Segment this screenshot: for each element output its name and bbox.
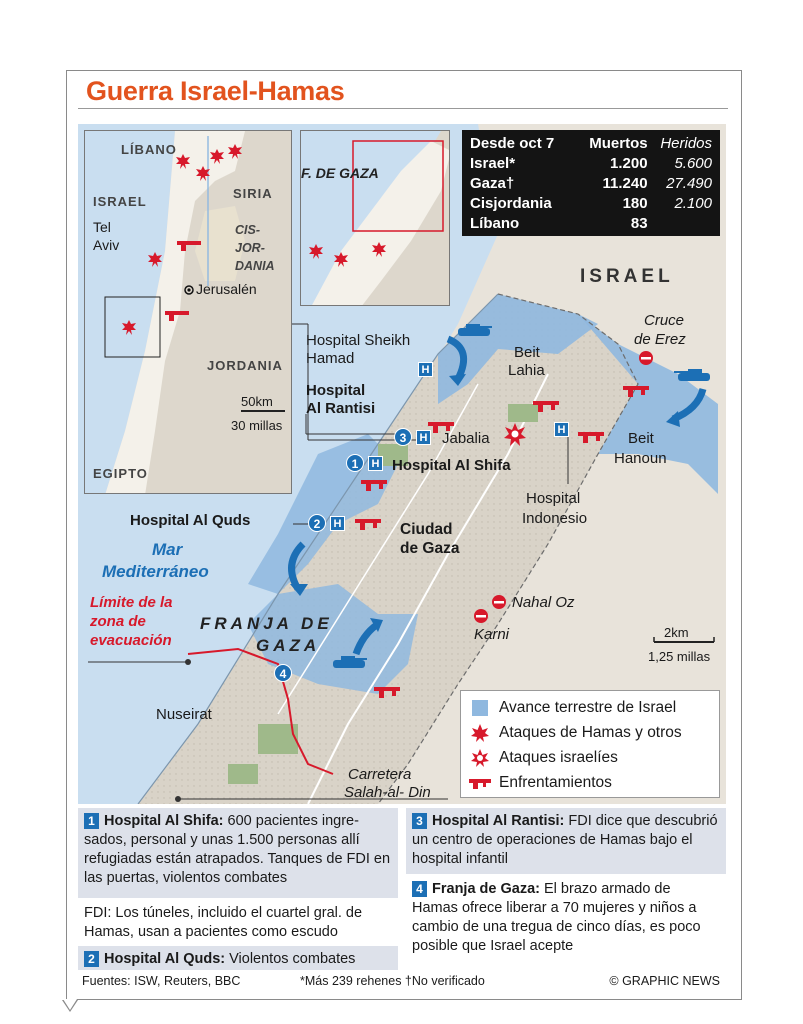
legend-item: Avance terrestre de Israel: [469, 695, 711, 720]
map-legend: [460, 690, 720, 798]
label-cruce: Cruce: [644, 312, 685, 329]
table-row: Líbano 83: [470, 215, 648, 232]
label-jabalia: Jabalia: [442, 430, 490, 447]
hospital-icon[interactable]: H: [416, 430, 431, 445]
label-jor: JOR-: [235, 241, 265, 255]
label-dania: DANIA: [235, 259, 275, 273]
label-mar: Mar: [152, 540, 183, 559]
legend-item: Ataques de Hamas y otros: [469, 720, 711, 745]
label-cis: CIS-: [235, 223, 260, 237]
crossing-erez-icon: [639, 351, 653, 365]
label-indonesio-2: Indonesio: [522, 510, 588, 527]
note-4: 4 Franja de Gaza: El brazo armado de Hamas ofrece liberar a 70 mujeres y niños a cambio de una tregua de cinco días, es poco posible que Israel acepte: [406, 876, 726, 970]
note-number: 1: [84, 813, 99, 829]
label-inset-scale-mi: 30 millas: [231, 418, 283, 433]
label-siria: SIRIA: [233, 186, 273, 201]
label-hamad: Hamad: [306, 350, 355, 367]
note-1: 1 Hospital Al Shifa: 600 pacientes ingre-sados, personal y unas 1.500 personas allí refugiadas están atrapados. Tanques de FDI en las puertas, violentos combates: [78, 808, 398, 898]
legend-item: Ataques israelíes: [469, 745, 711, 770]
label-beit-lahia-2: Lahia: [508, 362, 545, 379]
label-ciudad: Ciudad: [400, 521, 453, 538]
stats-header-injured: Heridos: [660, 135, 712, 152]
label-beit-hanoun-2: Hanoun: [614, 450, 667, 467]
label-beit-lahia-1: Beit: [514, 344, 540, 361]
table-row: Israel* 1.200 5.600: [470, 155, 712, 172]
label-quds: Hospital Al Quds: [130, 512, 251, 529]
note-number: 4: [412, 881, 427, 897]
casualties-table: [462, 130, 720, 236]
note-number: 3: [412, 813, 427, 829]
inset-region-map: [84, 130, 292, 494]
note-3: 3 Hospital Al Rantisi: FDI dice que descubrió un centro de operaciones de Hamas bajo el hospital infantil: [406, 808, 726, 874]
label-rantisi-2: Al Rantisi: [306, 400, 376, 417]
marker-4[interactable]: 4: [274, 664, 292, 682]
clash-icon: [469, 774, 491, 792]
footer-sources: Fuentes: ISW, Reuters, BBC: [82, 974, 241, 988]
table-row: Cisjordania 180 2.100: [470, 195, 712, 212]
evacuation-point: [185, 659, 191, 665]
label-limite-2: zona de: [90, 613, 146, 630]
footer-credit: © GRAPHIC NEWS: [609, 974, 720, 988]
frame-pointer: [62, 1000, 78, 1012]
label-nuseirat: Nuseirat: [156, 706, 212, 723]
label-carretera-2: Salah-al- Din: [344, 784, 431, 801]
marker-1[interactable]: 1: [346, 454, 364, 472]
footer-note: *Más 239 rehenes †No verificado: [300, 974, 485, 988]
crossing-karni-icon: [474, 609, 488, 623]
hospital-icon[interactable]: H: [330, 516, 345, 531]
label-limite-3: evacuación: [90, 632, 172, 649]
hospital-icon[interactable]: H: [418, 362, 433, 377]
label-rantisi-1: Hospital: [306, 382, 366, 399]
marker-2[interactable]: 2: [308, 514, 326, 532]
label-libano: LÍBANO: [121, 142, 177, 157]
label-tel: Tel: [93, 219, 111, 235]
hamas-attack-icon: [469, 724, 491, 742]
label-israel-inset: ISRAEL: [93, 194, 147, 209]
stats-header-dead: Muertos: [589, 135, 648, 152]
label-scale-mi: 1,25 millas: [648, 649, 711, 664]
crossing-nahal-oz-icon: [492, 595, 506, 609]
inset-gaza-map: [300, 130, 450, 306]
label-franja-2: GAZA: [256, 636, 321, 655]
advance-swatch-icon: [469, 699, 491, 717]
label-f-de-gaza: F. DE GAZA: [301, 165, 379, 181]
label-shifa: Hospital Al Shifa: [392, 457, 511, 474]
notes-panel: [78, 808, 726, 970]
label-de-gaza: de Gaza: [400, 540, 460, 557]
label-jerusalen: Jerusalén: [196, 281, 257, 297]
page-title: Guerra Israel-Hamas: [86, 76, 345, 106]
note-number: 2: [84, 951, 99, 967]
green-area: [228, 764, 258, 784]
label-franja-1: FRANJA DE: [200, 614, 333, 633]
hospital-icon[interactable]: H: [368, 456, 383, 471]
hospital-icon[interactable]: H: [554, 422, 569, 437]
label-sheikh: Hospital Sheikh: [306, 332, 411, 349]
label-indonesio-1: Hospital: [526, 490, 581, 507]
note-2: 2 Hospital Al Quds: Violentos combates: [78, 946, 398, 970]
label-mediterraneo: Mediterráneo: [102, 562, 209, 581]
label-carretera-1: Carretera: [348, 766, 412, 783]
label-israel: ISRAEL: [580, 266, 674, 287]
label-jordania: JORDANIA: [207, 358, 283, 373]
label-limite-1: Límite de la: [90, 594, 173, 611]
label-karni: Karni: [474, 626, 510, 643]
label-inset-scale-km: 50km: [241, 394, 273, 409]
table-row: Gaza† 11.240 27.490: [470, 175, 712, 192]
label-aviv: Aviv: [93, 237, 120, 253]
label-scale-km: 2km: [664, 625, 689, 640]
label-beit-hanoun-1: Beit: [628, 430, 654, 447]
legend-item: Enfrentamientos: [469, 770, 711, 795]
road-point: [175, 796, 181, 802]
marker-3[interactable]: 3: [394, 428, 412, 446]
israeli-attack-icon: [469, 749, 491, 767]
note-fdi: FDI: Los túneles, incluido el cuartel gral. de Hamas, usan a pacientes como escudo: [78, 900, 398, 944]
title-rule: [78, 108, 728, 109]
green-area: [508, 404, 538, 422]
stats-header-period: Desde oct 7: [470, 135, 555, 152]
label-de-erez: de Erez: [634, 331, 686, 348]
label-nahal-oz: Nahal Oz: [512, 594, 575, 611]
label-egipto: EGIPTO: [93, 466, 148, 481]
